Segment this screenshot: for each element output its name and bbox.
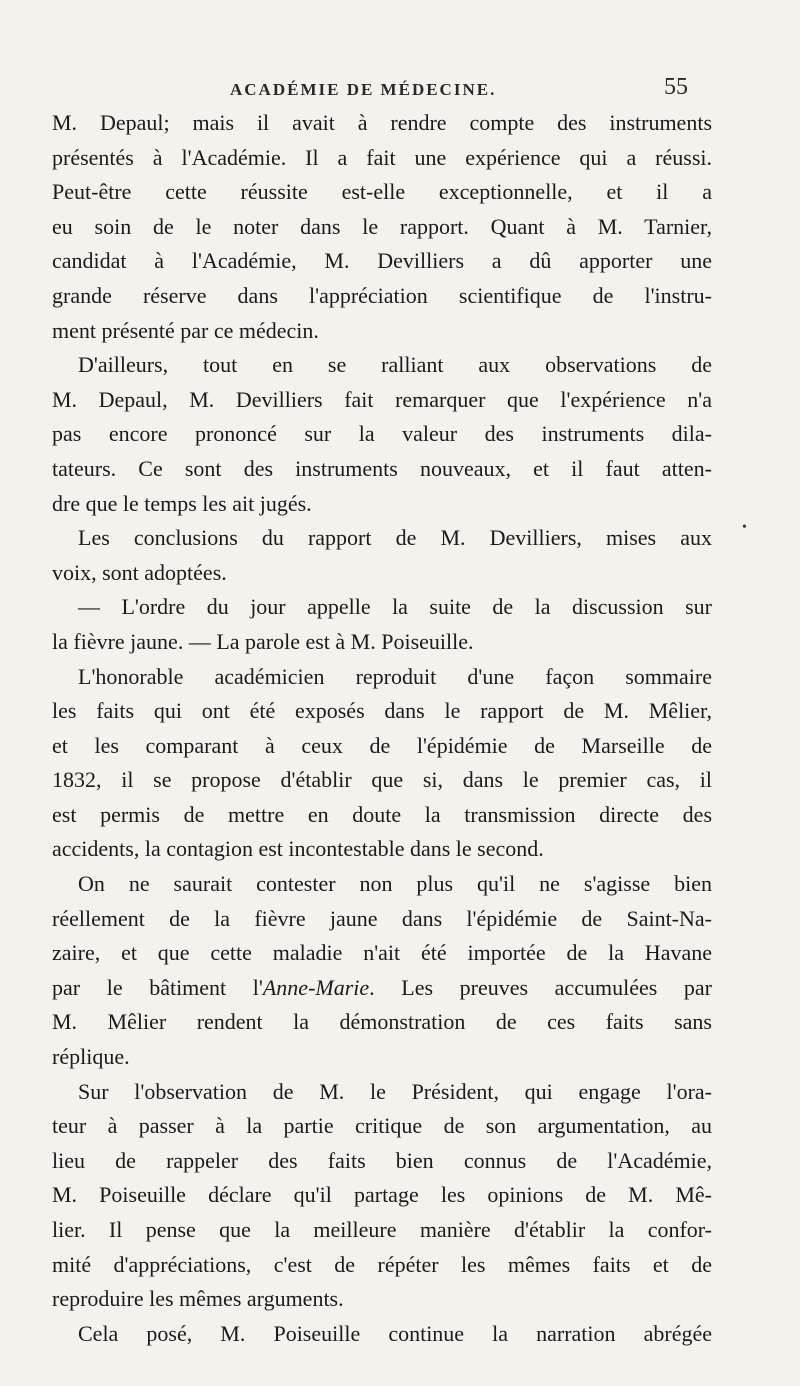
text-line: zaire, et que cette maladie n'ait été importée de la Havane	[52, 940, 712, 966]
text-run: . Les preuves accumulées par	[369, 974, 712, 1000]
text-line: candidat à l'Académie, M. Devilliers a dû apporter une	[52, 248, 712, 274]
paragraph-start-line: — L'ordre du jour appelle la suite de la discussion sur	[78, 594, 712, 620]
text-line: est permis de mettre en doute la transmission directe des	[52, 801, 712, 827]
paragraph-start-line: L'honorable académicien reproduit d'une façon sommaire	[78, 663, 712, 689]
text-line: les faits qui ont été exposés dans le rapport de M. Mêlier,	[52, 698, 712, 724]
paragraph-start-line: Sur l'observation de M. le Président, qui engage l'ora-	[78, 1078, 712, 1104]
text-line: reproduire les mêmes arguments.	[52, 1286, 344, 1312]
paragraph-start-line: Cela posé, M. Poiseuille continue la narration abrégée	[78, 1320, 712, 1346]
text-line: M. Depaul; mais il avait à rendre compte des instruments	[52, 110, 712, 135]
text-run: par le bâtiment l'	[52, 974, 263, 1000]
running-head	[0, 72, 800, 104]
text-line: teur à passer à la partie critique de son argumentation, au	[52, 1113, 712, 1139]
text-line: lieu de rappeler des faits bien connus de l'Académie,	[52, 1147, 712, 1173]
paragraph-start-line: Les conclusions du rapport de M. Devilliers, mises aux	[78, 525, 712, 551]
text-line: 1832, il se propose d'établir que si, dans le premier cas, il	[52, 767, 712, 793]
margin-mark: •	[742, 520, 747, 535]
text-line: voix, sont adoptées.	[52, 559, 227, 585]
text-line: M. Mêlier rendent la démonstration de ces faits sans	[52, 1009, 712, 1035]
text-line: présentés à l'Académie. Il a fait une expérience qui a réussi.	[52, 144, 712, 170]
text-line: la fièvre jaune. — La parole est à M. Poiseuille.	[52, 628, 474, 654]
text-line: M. Poiseuille déclare qu'il partage les opinions de M. Mê-	[52, 1182, 712, 1208]
text-line: eu soin de le noter dans le rapport. Quant à M. Tarnier,	[52, 213, 712, 239]
text-line: réplique.	[52, 1044, 130, 1070]
text-line: dre que le temps les ait jugés.	[52, 490, 312, 516]
ship-name: Anne-Marie	[262, 974, 370, 1000]
paragraph-start-line: On ne saurait contester non plus qu'il ne s'agisse bien	[78, 871, 712, 897]
page-number: 55	[664, 74, 688, 100]
text-line: mité d'appréciations, c'est de répéter les mêmes faits et de	[52, 1251, 712, 1277]
text-line: lier. Il pense que la meilleure manière d'établir la confor-	[52, 1217, 712, 1242]
running-title: ACADÉMIE DE MÉDECINE.	[230, 80, 497, 99]
text-line: pas encore prononcé sur la valeur des instruments dila-	[52, 421, 712, 447]
paragraph-start-line: D'ailleurs, tout en se ralliant aux observations de	[78, 352, 712, 378]
text-line: Peut-être cette réussite est-elle exceptionnelle, et il a	[52, 179, 712, 205]
text-line: et les comparant à ceux de l'épidémie de Marseille de	[52, 732, 712, 758]
text-line: M. Depaul, M. Devilliers fait remarquer que l'expérience n'a	[52, 386, 712, 412]
text-line-with-italic	[52, 971, 712, 1006]
text-line: grande réserve dans l'appréciation scientifique de l'instru-	[52, 282, 712, 308]
body-text	[52, 106, 712, 1351]
text-line: ment présenté par ce médecin.	[52, 317, 319, 343]
text-line: tateurs. Ce sont des instruments nouveaux, et il faut atten-	[52, 455, 712, 481]
text-line: accidents, la contagion est incontestable dans le second.	[52, 836, 544, 862]
text-line: réellement de la fièvre jaune dans l'épidémie de Saint-Na-	[52, 905, 712, 931]
